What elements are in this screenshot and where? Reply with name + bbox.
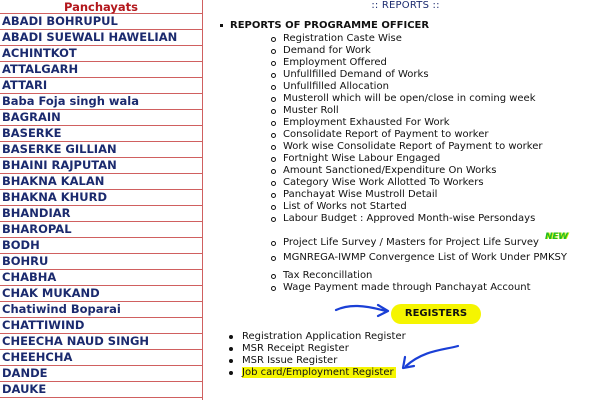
register-link-item[interactable] [228,343,406,355]
register-link-item[interactable] [228,355,406,367]
panchayat-link[interactable]: BHANDIAR [0,206,202,222]
report-link-item-label: List of Works not Started [283,201,407,212]
report-link-item-label: Musteroll which will be open/close in coming week [283,93,536,104]
report-link-item-label: Employment Exhausted For Work [283,117,450,128]
register-link-item-label: Job card/Employment Register [242,367,394,378]
panchayat-link[interactable]: CHABHA [0,270,202,286]
report-link-item-label: Category Wise Work Allotted To Workers [283,177,484,188]
report-link-item[interactable] [270,153,542,165]
panchayat-link[interactable]: DANDE [0,366,202,382]
survey-report-link-item[interactable] [270,250,567,265]
report-link-item[interactable] [270,165,542,177]
report-link-item-label: Work wise Consolidate Report of Payment to worker [283,141,543,152]
panchayat-link[interactable]: ATTALGARH [0,62,202,78]
register-link-item-label: MSR Receipt Register [242,343,349,354]
report-link-item[interactable] [270,129,542,141]
report-link-item[interactable] [270,57,542,69]
report-link-item-label: Fortnight Wise Labour Engaged [283,153,441,164]
panchayat-link[interactable]: ABADI BOHRUPUL [0,14,202,30]
tax-wage-report-list [270,270,531,294]
panchayat-list [0,14,202,398]
finance-report-link-item-label: Tax Reconcillation [283,270,373,281]
panchayat-link[interactable]: BAGRAIN [0,110,202,126]
panchayat-link[interactable]: ABADI SUEWALI HAWELIAN [0,30,202,46]
panchayat-link[interactable]: BASERKE [0,126,202,142]
programme-officer-heading: REPORTS OF PROGRAMME OFFICER [230,20,430,31]
report-link-item[interactable] [270,213,542,225]
report-link-item-label: Demand for Work [283,45,371,56]
panchayat-link[interactable]: DAUKE [0,382,202,398]
panchayat-link[interactable]: BHAROPAL [0,222,202,238]
panchayat-link[interactable]: CHEECHA NAUD SINGH [0,334,202,350]
survey-report-link-item-label: Project Life Survey / Masters for Project Life Survey [283,237,539,248]
panchayat-link[interactable]: Chatiwind Boparai [0,302,202,318]
annotation-arrow-jobcard-icon [394,340,464,374]
panchayat-link[interactable]: BHAINI RAJPUTAN [0,158,202,174]
register-link-item-label: Registration Application Register [242,331,406,342]
panchayat-link[interactable]: BOHRU [0,254,202,270]
reports-panel [204,0,607,400]
report-link-item[interactable] [270,141,542,153]
report-link-item-label: Labour Budget : Approved Month-wise Persondays [283,213,536,224]
registers-list [228,331,406,379]
report-link-item[interactable] [270,45,542,57]
report-link-item-label: Muster Roll [283,105,339,116]
panchayat-link[interactable]: CHAK MUKAND [0,286,202,302]
report-link-item-label: Employment Offered [283,57,387,68]
report-link-item[interactable] [270,33,542,45]
report-link-item[interactable] [270,177,542,189]
finance-report-link-item[interactable] [270,282,531,294]
report-link-item[interactable] [270,189,542,201]
report-link-item-label: Unfullfilled Allocation [283,81,389,92]
report-link-item[interactable] [270,93,542,105]
programme-officer-report-list [270,33,542,225]
finance-report-link-item-label: Wage Payment made through Panchayat Account [283,282,531,293]
register-link-item[interactable] [228,331,406,343]
po-heading-bullet [220,24,223,27]
report-link-item-label: Registration Caste Wise [283,33,402,44]
annotation-arrow-registers-icon [334,296,394,326]
new-badge: NEW [545,232,568,242]
report-link-item-label: Panchayat Wise Mustroll Detail [283,189,438,200]
panchayat-link[interactable]: ATTARI [0,78,202,94]
survey-report-link-item[interactable] [270,235,567,250]
registers-heading: REGISTERS [391,304,481,324]
report-link-item-label: Consolidate Report of Payment to worker [283,129,489,140]
panchayat-link[interactable]: BODH [0,238,202,254]
panchayat-panel [0,0,203,400]
panchayat-link[interactable]: BHAKNA KHURD [0,190,202,206]
survey-report-link-item-label: MGNREGA-IWMP Convergence List of Work Under PMKSY [283,252,567,263]
panchayat-link[interactable]: BASERKE GILLIAN [0,142,202,158]
panchayat-panel-title: Panchayats [0,0,202,14]
report-link-item-label: Amount Sanctioned/Expenditure On Works [283,165,497,176]
report-link-item[interactable] [270,81,542,93]
register-link-item-label: MSR Issue Register [242,355,338,366]
reports-title: :: REPORTS :: [371,0,440,11]
panchayat-link[interactable]: CHATTIWIND [0,318,202,334]
panchayat-link[interactable]: CHEEHCHA [0,350,202,366]
panchayat-link[interactable]: Baba Foja singh wala [0,94,202,110]
report-link-item[interactable] [270,105,542,117]
project-life-survey-list [270,235,567,265]
panchayat-link[interactable]: BHAKNA KALAN [0,174,202,190]
panchayat-link[interactable]: ACHINTKOT [0,46,202,62]
report-link-item[interactable] [270,201,542,213]
report-link-item[interactable] [270,69,542,81]
report-link-item-label: Unfullfilled Demand of Works [283,69,429,80]
report-link-item[interactable] [270,117,542,129]
finance-report-link-item[interactable] [270,270,531,282]
register-link-item[interactable] [228,367,406,379]
